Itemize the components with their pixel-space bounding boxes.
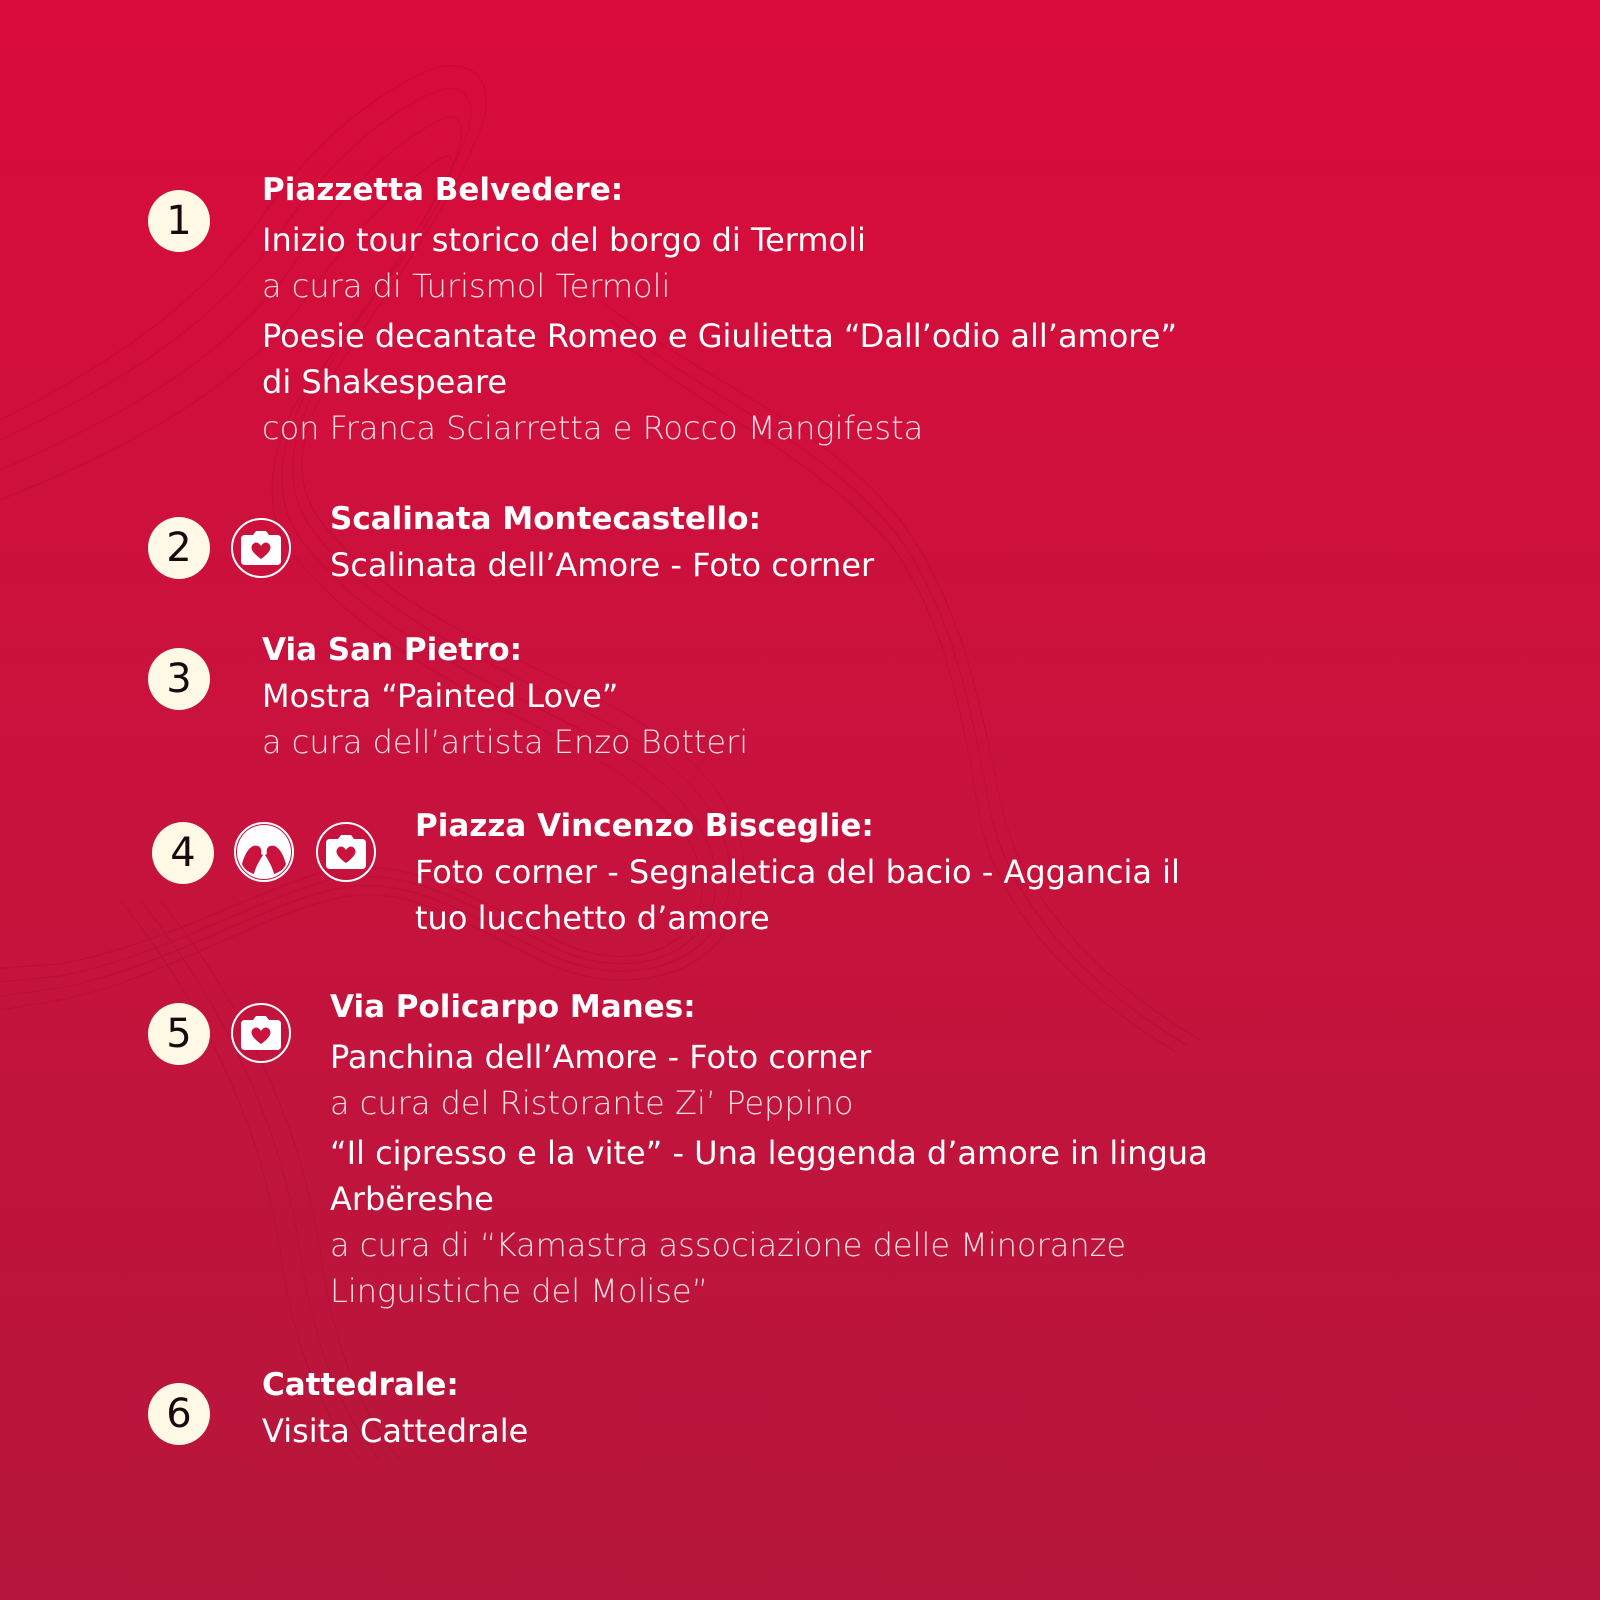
kissing-couple-icon xyxy=(234,822,294,882)
event-title-line: Arbëreshe xyxy=(330,1180,494,1218)
event-title-line: Foto corner - Segnaletica del bacio - Aggancia il xyxy=(415,853,1180,891)
place-name: Scalinata Montecastello: xyxy=(330,501,761,537)
event-title xyxy=(330,1130,1390,1222)
event-title xyxy=(262,313,1322,405)
event-title-line: di Shakespeare xyxy=(262,363,508,401)
event-credit-line: a cura di “Kamastra associazione delle Minoranze xyxy=(330,1226,1127,1264)
event-credit xyxy=(330,1222,1390,1314)
stop-number-badge: 3 xyxy=(148,648,210,710)
place-name: Piazza Vincenzo Bisceglie: xyxy=(415,808,874,844)
stop-text xyxy=(262,1362,1322,1454)
place-name: Piazzetta Belvedere: xyxy=(262,172,624,208)
stop-text xyxy=(262,167,1322,451)
event-title-line: tuo lucchetto d’amore xyxy=(415,899,770,937)
stop-text xyxy=(415,803,1475,941)
place-name: Via San Pietro: xyxy=(262,632,523,668)
stop-number-badge: 4 xyxy=(152,822,214,884)
event-title: Mostra “Painted Love” xyxy=(262,677,619,715)
event-title-line: “Il cipresso e la vite” - Una leggenda d’amore in lingua xyxy=(330,1134,1208,1172)
event-title: Scalinata dell’Amore - Foto corner xyxy=(330,546,875,584)
event-credit-line: Linguistiche del Molise” xyxy=(330,1272,709,1310)
stop-number-badge: 1 xyxy=(148,190,210,252)
event-title-line: Poesie decantate Romeo e Giulietta “Dall’odio all’amore” xyxy=(262,317,1178,355)
event-title: Inizio tour storico del borgo di Termoli xyxy=(262,221,866,259)
event-title xyxy=(415,849,1475,941)
event-credit: a cura dell’artista Enzo Botteri xyxy=(262,723,749,761)
stop-text xyxy=(330,984,1390,1314)
event-credit: con Franca Sciarretta e Rocco Mangifesta xyxy=(262,409,924,447)
camera-heart-icon xyxy=(231,518,291,578)
camera-heart-icon xyxy=(316,822,376,882)
stop-number-badge: 5 xyxy=(148,1003,210,1065)
place-name: Via Policarpo Manes: xyxy=(330,989,696,1025)
event-credit: a cura del Ristorante Zi’ Peppino xyxy=(330,1084,854,1122)
place-name: Cattedrale: xyxy=(262,1367,459,1403)
stop-number-badge: 6 xyxy=(148,1383,210,1445)
event-title: Panchina dell’Amore - Foto corner xyxy=(330,1038,872,1076)
camera-heart-icon xyxy=(231,1003,291,1063)
event-title: Visita Cattedrale xyxy=(262,1412,529,1450)
stop-text xyxy=(330,496,1390,588)
stop-number-badge: 2 xyxy=(148,517,210,579)
stop-text xyxy=(262,627,1322,765)
event-credit: a cura di Turismol Termoli xyxy=(262,267,671,305)
